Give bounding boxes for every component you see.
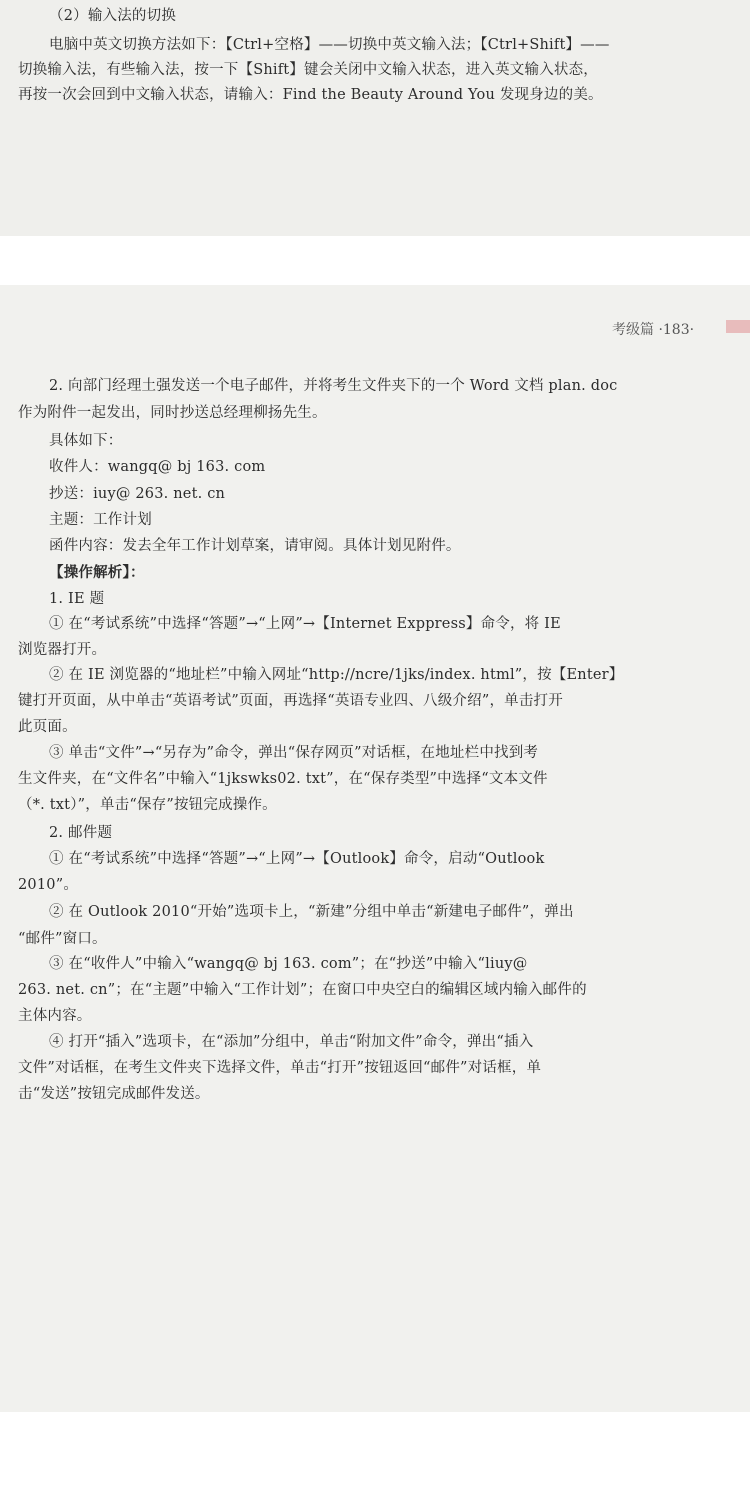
paragraph-line: 切换输入法，有些输入法，按一下【Shift】键会关闭中文输入状态，进入英文输入状态， [18, 62, 598, 78]
paragraph-line: ② 在 IE 浏览器的“地址栏”中输入网址“http://ncre/1jks/index. html”，按【Enter】 [49, 667, 624, 683]
paragraph-line: ③ 单击“文件”→“另存为”命令，弹出“保存网页”对话框，在地址栏中找到考 [49, 745, 539, 761]
paragraph-line: 文件”对话框，在考生文件夹下选择文件，单击“打开”按钮返回“邮件”对话框，单 [18, 1060, 542, 1076]
subsection-heading: 2. 邮件题 [49, 825, 113, 841]
paragraph-line: ③ 在“收件人”中输入“wangq@ bj 163. com”；在“抄送”中输入“liuy@ [49, 956, 528, 972]
paragraph-line: ④ 打开“插入”选项卡，在“添加”分组中，单击“附加文件”命令，弹出“插入 [49, 1034, 534, 1050]
paragraph-line: 2010”。 [18, 877, 79, 893]
previous-page-fragment [0, 0, 750, 236]
section-heading: （2）输入法的切换 [49, 8, 177, 24]
paragraph-line: 2. 向部门经理土强发送一个电子邮件，并将考生文件夹下的一个 Word 文档 plan. doc [49, 378, 618, 394]
paragraph-line: 击“发送”按钮完成邮件发送。 [18, 1086, 210, 1102]
paragraph-line: 作为附件一起发出，同时抄送总经理柳扬先生。 [18, 405, 327, 421]
subject-line: 主题：工作计划 [49, 512, 152, 528]
paragraph-line: 主体内容。 [18, 1008, 92, 1024]
paragraph-line: 浏览器打开。 [18, 642, 107, 658]
paragraph-line: （*. txt）”，单击“保存”按钮完成操作。 [18, 797, 277, 813]
paragraph-line: ① 在“考试系统”中选择“答题”→“上网”→【Outlook】命令，启动“Outlook [49, 851, 545, 867]
subsection-heading: 1. IE 题 [49, 591, 105, 607]
paragraph-line: 263. net. cn”；在“主题”中输入“工作计划”；在窗口中央空白的编辑区域内输入邮件的 [18, 982, 587, 998]
paragraph-line: ② 在 Outlook 2010“开始”选项卡上，“新建”分组中单击“新建电子邮件”，弹出 [49, 904, 574, 920]
paragraph-line: 电脑中英文切换方法如下：【Ctrl+空格】——切换中英文输入法；【Ctrl+Shift】—— [49, 37, 610, 53]
paragraph-line: “邮件”窗口。 [18, 931, 107, 947]
chapter-tab-marker [726, 320, 750, 333]
paragraph-line: 此页面。 [18, 719, 77, 735]
page-header [612, 319, 694, 339]
paragraph-line: 再按一次会回到中文输入状态，请输入：Find the Beauty Around You 发现身边的美。 [18, 87, 603, 103]
paragraph-line: 键打开页面，从中单击“英语考试”页面，再选择“英语专业四、八级介绍”，单击打开 [18, 693, 563, 709]
cc-line: 抄送：iuy@ 263. net. cn [49, 486, 226, 502]
page-number: ·183· [658, 322, 695, 338]
content-line: 函件内容：发去全年工作计划草案，请审阅。具体计划见附件。 [49, 538, 461, 554]
recipient-line: 收件人：wangq@ bj 163. com [49, 459, 266, 475]
analysis-heading: 【操作解析】： [49, 564, 145, 581]
paragraph-line: 具体如下： [49, 433, 123, 449]
paragraph-line: 生文件夹，在“文件名”中输入“1jkswks02. txt”，在“保存类型”中选择“文本文件 [18, 771, 548, 787]
section-name: 考级篇 [612, 322, 654, 338]
paragraph-line: ① 在“考试系统”中选择“答题”→“上网”→【Internet Exppress】命令，将 IE [49, 616, 561, 632]
